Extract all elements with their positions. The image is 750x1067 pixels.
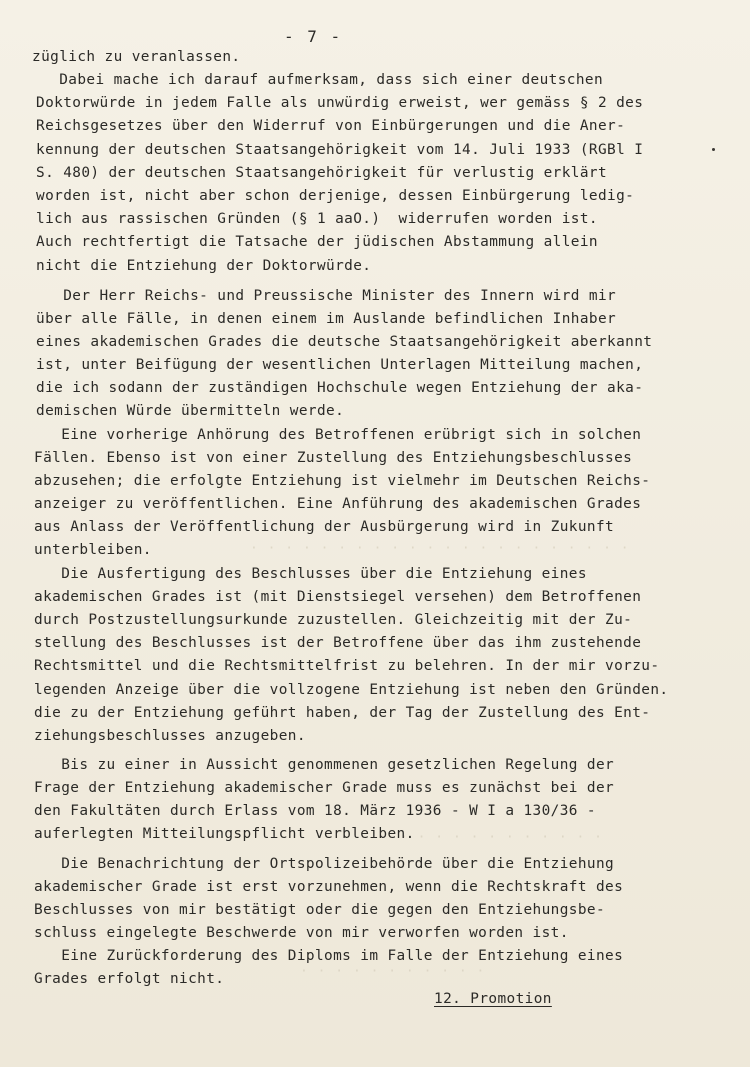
text-line: züglich zu veranlassen. [32,49,241,65]
text-line: anzeiger zu veröffentlichen. Eine Anführung des akademischen Grades [34,496,642,512]
text-line: die ich sodann der zuständigen Hochschule wegen Entziehung der aka- [36,380,644,396]
text-line: Frage der Entziehung akademischer Grade muss es zunächst bei der [34,780,615,796]
text-line: schluss eingelegte Beschwerde von mir verworfen worden ist. [34,925,569,941]
page-number: - 7 - [284,27,343,46]
text-line: den Fakultäten durch Erlass vom 18. März 1936 - W I a 130/36 - [34,803,596,819]
text-line: stellung des Beschlusses ist der Betroffene über das ihm zustehende [34,635,642,651]
text-line: Eine Zurückforderung des Diploms im Falle der Entziehung eines [34,948,624,964]
text-line: Fällen. Ebenso ist von einer Zustellung des Entziehungsbeschlusses [34,450,633,466]
paper-mark [712,148,715,151]
text-line: unterbleiben. [34,542,152,558]
text-line: legenden Anzeige über die vollzogene Entziehung ist neben den Gründen. [34,682,669,698]
text-line: S. 480) der deutschen Staatsangehörigkeit für verlustig erklärt [36,165,608,181]
text-line: die zu der Entziehung geführt haben, der Tag der Zustellung des Ent- [34,705,651,721]
bleed-through-text: · · · · · · · · · · · · [400,830,604,845]
text-line: ist, unter Beifügung der wesentlichen Unterlagen Mitteilung machen, [36,357,644,373]
text-line: worden ist, nicht aber schon derjenige, dessen Einbürgerung ledig- [36,188,635,204]
text-line: akademischen Grades ist (mit Dienstsiegel versehen) dem Betroffenen [34,589,642,605]
section-heading: 12. Promotion [434,991,552,1007]
text-line: Reichsgesetzes über den Widerruf von Einbürgerungen und die Aner- [36,118,626,134]
text-line: ziehungsbeschlusses anzugeben. [34,728,306,744]
text-line: demischen Würde übermitteln werde. [36,403,345,419]
text-line: durch Postzustellungsurkunde zuzustellen. Gleichzeitig mit der Zu- [34,612,633,628]
text-line: kennung der deutschen Staatsangehörigkeit vom 14. Juli 1933 (RGBl I [36,142,644,158]
text-line: aus Anlass der Veröffentlichung der Ausbürgerung wird in Zukunft [34,519,615,535]
text-line: Die Ausfertigung des Beschlusses über die Entziehung eines [34,566,587,582]
text-line: lich aus rassischen Gründen (§ 1 aaO.) widerrufen worden ist. [36,211,598,227]
text-line: Grades erfolgt nicht. [34,971,225,987]
text-line: Eine vorherige Anhörung des Betroffenen erübrigt sich in solchen [34,427,642,443]
text-line: eines akademischen Grades die deutsche Staatsangehörigkeit aberkannt [36,334,653,350]
text-line: Auch rechtfertigt die Tatsache der jüdischen Abstammung allein [36,234,598,250]
text-line: Beschlusses von mir bestätigt oder die gegen den Entziehungsbe- [34,902,606,918]
bleed-through-text: · · · · · · · · · · · · · · · · · · · · · · [250,541,630,556]
text-line: über alle Fälle, in denen einem im Auslande befindlichen Inhaber [36,311,617,327]
text-line: akademischer Grade ist erst vorzunehmen, wenn die Rechtskraft des [34,879,624,895]
text-line: Bis zu einer in Aussicht genommenen gesetzlichen Regelung der [34,757,615,773]
text-line: Der Herr Reichs- und Preussische Minister des Innern wird mir [36,288,617,304]
text-line: Dabei mache ich darauf aufmerksam, dass sich einer deutschen [32,72,604,88]
bleed-through-text: · · · · · · · · · · · [300,964,486,979]
text-line: Rechtsmittel und die Rechtsmittelfrist zu belehren. In der mir vorzu- [34,658,660,674]
text-line: Die Benachrichtung der Ortspolizeibehörde über die Entziehung [34,856,615,872]
text-line: abzusehen; die erfolgte Entziehung ist vielmehr im Deutschen Reichs- [34,473,651,489]
text-line: nicht die Entziehung der Doktorwürde. [36,258,372,274]
text-line: auferlegten Mitteilungspflicht verbleiben. [34,826,415,842]
text-line: Doktorwürde in jedem Falle als unwürdig erweist, wer gemäss § 2 des [36,95,644,111]
